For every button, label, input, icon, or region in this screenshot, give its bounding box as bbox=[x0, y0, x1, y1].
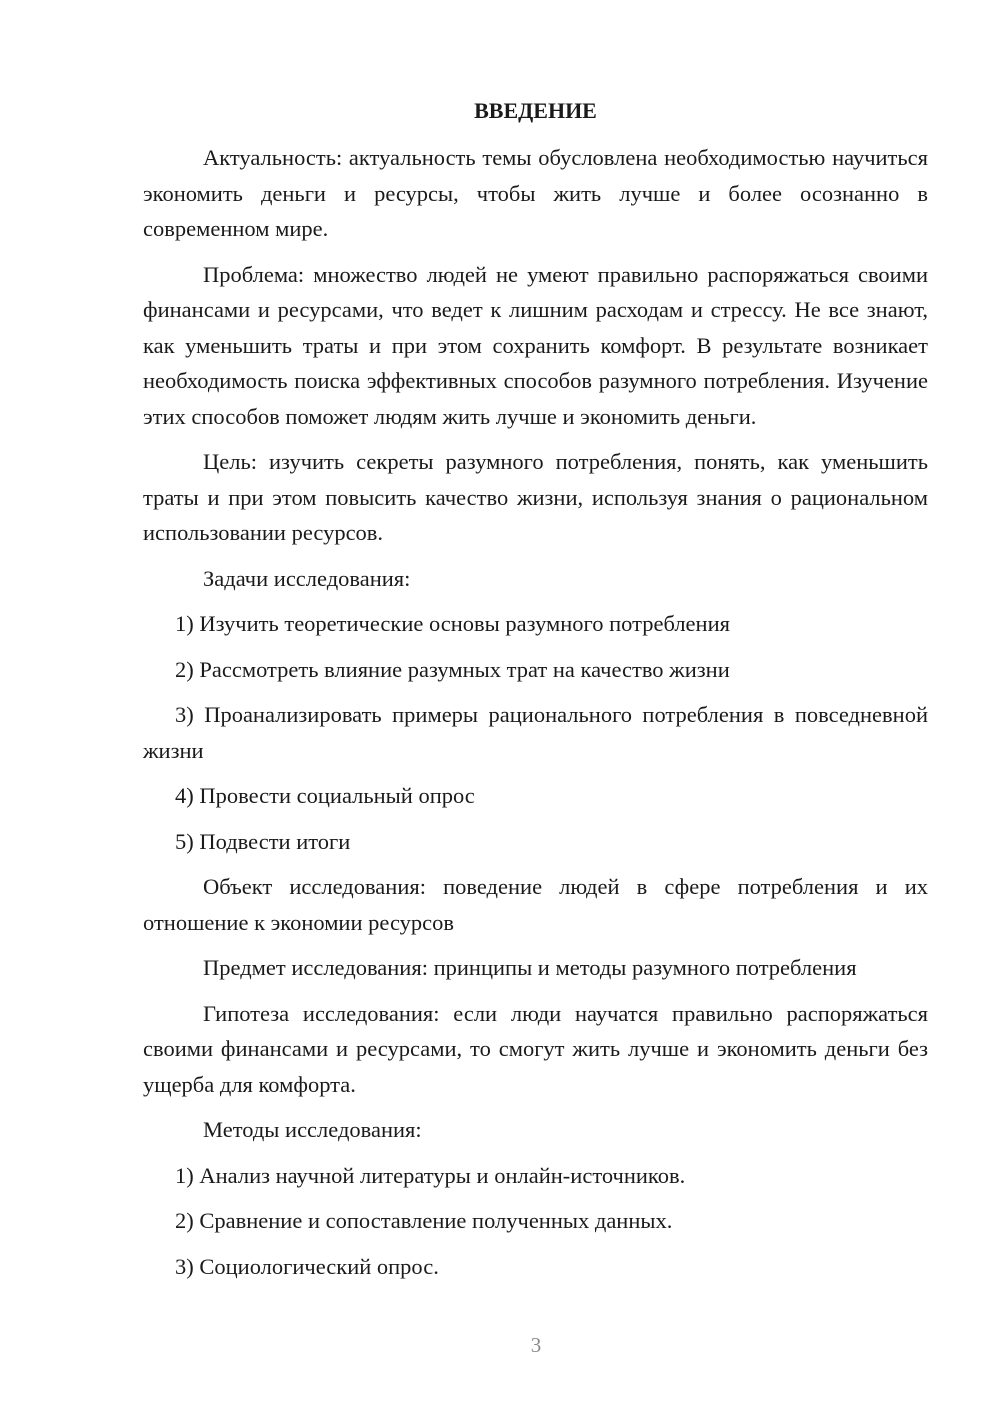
object-paragraph: Объект исследования: поведение людей в сфере потребления и их отношение к экономии ресурсов bbox=[143, 874, 928, 935]
relevance-paragraph: Актуальность: актуальность темы обусловлена необходимостью научиться экономить деньги и ресурсы, чтобы жить лучше и более осознанно в современном мире. bbox=[143, 145, 928, 241]
tasks-title: Задачи исследования: bbox=[203, 565, 411, 591]
hypothesis-paragraph: Гипотеза исследования: если люди научатся правильно распоряжаться своими финансами и ресурсами, то смогут жить лучше и экономить деньги без ущерба для комфорта. bbox=[143, 1000, 928, 1097]
task-item-4: 4) Провести социальный опрос bbox=[175, 783, 475, 808]
task-item-2: 2) Рассмотреть влияние разумных трат на качество жизни bbox=[175, 656, 730, 682]
goal-paragraph: Цель: изучить секреты разумного потребления, понять, как уменьшить траты и при этом повысить качество жизни, используя знания о рациональном использовании ресурсов. bbox=[143, 449, 928, 545]
task-item-3: 3) Проанализировать примеры рационального потребления в повседневной жизни bbox=[143, 702, 928, 763]
methods-title: Методы исследования: bbox=[203, 1117, 422, 1142]
method-item-3: 3) Социологический опрос. bbox=[175, 1253, 439, 1279]
page-title: ВВЕДЕНИЕ bbox=[474, 98, 597, 123]
task-item-5: 5) Подвести итоги bbox=[175, 828, 351, 854]
page-content bbox=[143, 94, 928, 1294]
method-item-2: 2) Сравнение и сопоставление полученных данных. bbox=[175, 1208, 673, 1233]
problem-paragraph: Проблема: множество людей не умеют правильно распоряжаться своими финансами и ресурсами, что ведет к лишним расходам и стрессу. Не все знают, как уменьшить траты и при этом сохранить комфорт. В результате возникает необходимость поиска эффективных способов разумного потребления. Изучение этих способов поможет людям жить лучше и экономить деньги. bbox=[143, 261, 928, 429]
method-item-1: 1) Анализ научной литературы и онлайн-источников. bbox=[175, 1162, 686, 1188]
page-number: 3 bbox=[530, 1333, 542, 1357]
task-item-1: 1) Изучить теоретические основы разумного потребления bbox=[175, 611, 730, 636]
subject-paragraph: Предмет исследования: принципы и методы разумного потребления bbox=[203, 955, 857, 980]
